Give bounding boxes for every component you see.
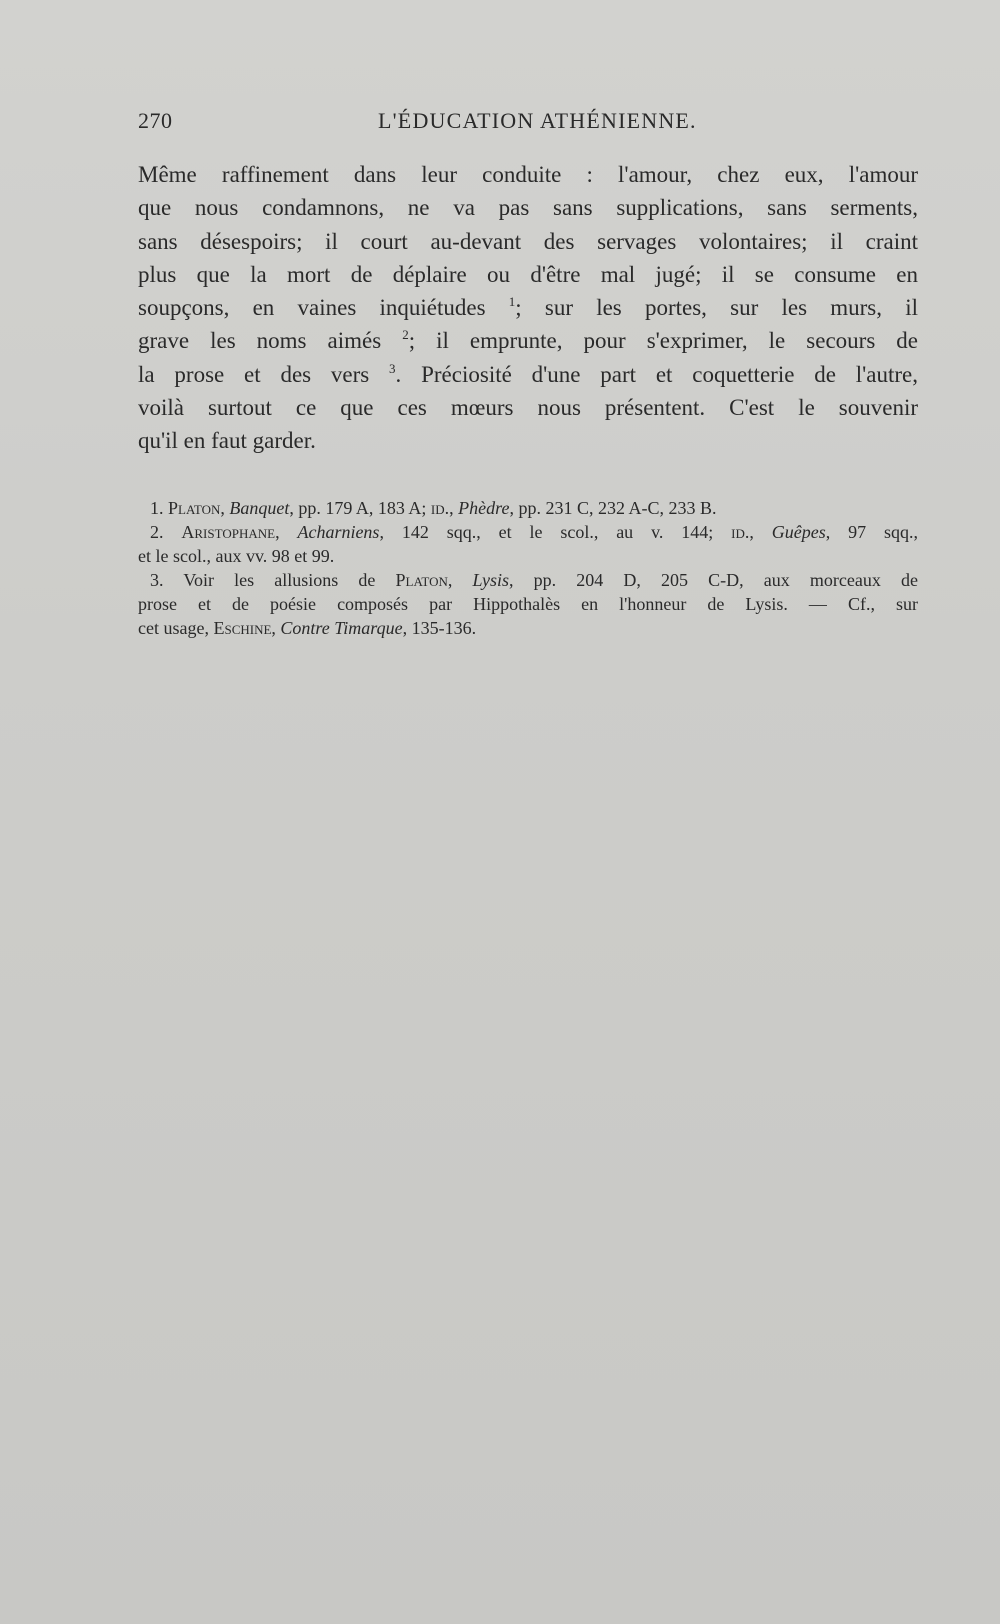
work-title: Guêpes xyxy=(771,522,826,542)
body-line: sans désespoirs; il court au-devant des servages volontaires; il craint xyxy=(138,228,918,254)
footnote-3-line-3: cet usage, Eschine, Contre Timarque, 135-136. xyxy=(138,618,477,638)
body-line: plus que la mort de déplaire ou d'être mal jugé; il se consume en xyxy=(138,261,918,287)
work-title: Lysis xyxy=(472,570,510,590)
author-name: Eschine xyxy=(213,618,272,638)
work-title: Acharniens xyxy=(297,522,380,542)
body-line: Même raffinement dans leur conduite : l'amour, chez eux, l'amour xyxy=(138,162,918,187)
running-title: L'ÉDUCATION ATHÉNIENNE. xyxy=(378,108,697,133)
work-title: Contre Timarque xyxy=(280,618,403,638)
body-line: voilà surtout ce que ces mœurs nous présentent. C'est le souvenir xyxy=(138,395,918,421)
footnote-3-line-2: prose et de poésie composés par Hippothalès en l'honneur de Lysis. — Cf., sur xyxy=(138,594,918,614)
author-name: Platon xyxy=(395,570,448,590)
footnote-ref: 2 xyxy=(402,327,409,343)
body-line: que nous condamnons, ne va pas sans supplications, sans serments, xyxy=(138,195,918,221)
footnote-1: 1. Platon, Banquet, pp. 179 A, 183 A; id., Phèdre, pp. 231 C, 232 A-C, 233 B. xyxy=(150,498,717,518)
footnote-ref: 1 xyxy=(508,294,516,310)
work-title: Banquet xyxy=(229,498,290,518)
page-header xyxy=(138,108,860,142)
footnote-3: 3. Voir les allusions de Platon, Lysis, pp. 204 D, 205 C-D, aux morceaux de xyxy=(150,570,918,590)
body-line: soupçons, en vaines inquiétudes $^1$; sur les portes, sur les murs, il xyxy=(138,294,919,321)
author-name: Aristophane xyxy=(181,522,276,542)
footnote-ref: 3 xyxy=(389,360,396,376)
body-line: la prose et des vers $^3$. Préciosité d'une part et coquetterie de l'autre, xyxy=(138,360,918,387)
footnote-2-cont: et le scol., aux vv. 98 et 99. xyxy=(138,546,335,566)
footnotes xyxy=(138,496,918,640)
body-paragraph xyxy=(138,158,918,458)
footnote-2: 2. Aristophane, Acharniens, 142 sqq., et le scol., au v. 144; id., Guêpes, 97 sqq., xyxy=(150,522,919,542)
body-line: qu'il en faut garder. xyxy=(138,428,316,454)
work-title: Phèdre xyxy=(458,498,510,518)
page-number: 270 xyxy=(138,108,173,133)
body-line: grave les noms aimés $^2$; il emprunte, pour s'exprimer, le secours de xyxy=(138,327,918,354)
author-name: Platon xyxy=(168,498,221,518)
